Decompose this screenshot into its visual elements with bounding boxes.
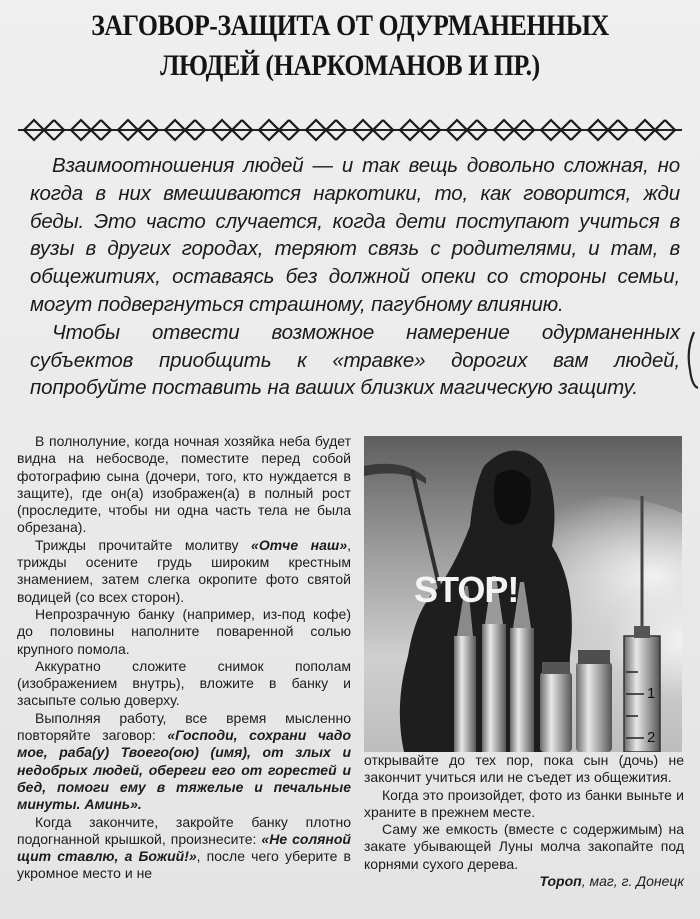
author-details: , маг, г. Донецк — [581, 873, 684, 890]
illustration-photo — [364, 436, 682, 752]
body-paragraph-6 — [17, 814, 351, 883]
lead-paragraphs — [30, 152, 680, 402]
margin-pen-mark — [684, 330, 700, 390]
p6-text: Когда закончите, закройте банку плотно подогнанной крышкой, произнесите: — [17, 813, 351, 847]
lead-paragraph-1: Взаимоотношения людей — и так вещь довольно сложная, но когда в них вмешиваются наркотики, то, как говорится, жди беды. Это часто случается, когда дети поступают учиться в вузы в других городах, теряют связь с родителями, и там, в общежитиях, оставаясь без должной опеки со стороны семьи, могут подвергнуться страшному, пагубному влиянию. — [30, 154, 680, 316]
title-line-2: ЛЮДЕЙ (НАРКОМАНОВ И ПР.) — [160, 49, 540, 82]
body-paragraph-2 — [17, 537, 351, 606]
right-column — [364, 752, 684, 890]
p2-text: Трижды прочитайте молитву — [35, 536, 252, 553]
lead-paragraph-2: Чтобы отвести возможное намерение одурманенных субъектов приобщить к «травке» дорогих вам людей, попробуйте поставить на ваших близких магическую защиту. — [30, 320, 680, 400]
syringe-mark-1: 1 — [647, 685, 656, 702]
body-paragraph-4: Аккуратно сложите снимок пополам (изображением внутрь), вложите в банку и засыпьте солью доверху. — [17, 657, 351, 709]
article-title — [66, 6, 634, 86]
body-paragraph-3: Непрозрачную банку (например, из-под кофе) до половины наполните поваренной солью крупного помола. — [17, 605, 351, 657]
p2-text-after: , трижды осените грудь широким крестным знамением, затем слегка окропите фото святой водицей (со всех сторон). — [17, 536, 351, 605]
author-signature — [364, 873, 684, 890]
p6-text-after: , после чего уберите в укромное место и не — [17, 848, 351, 882]
body-paragraph-9: Саму же емкость (вместе с содержимым) на закате убывающей Луны молча закопайте под корнями сухого дерева. — [364, 821, 684, 872]
title-line-1: ЗАГОВОР-ЗАЩИТА ОТ ОДУРМАНЕННЫХ — [91, 9, 609, 42]
ornament-divider — [18, 114, 682, 146]
body-paragraph-1: В полнолуние, когда ночная хозяйка неба будет видна на небосводе, поместите перед собой фотографию сына (дочери, того, кто нуждается в защите), где он(а) изображен(а) в полный рост (проследите, чтобы ни одна часть тела не была обрезана). — [17, 433, 351, 536]
body-paragraph-7: открывайте до тех пор, пока сын (дочь) не закончит учиться или не съедет из общежития. — [364, 752, 684, 786]
body-paragraph-8: Когда это произойдет, фото из банки выньте и храните в прежнем месте. — [364, 786, 684, 820]
body-paragraph-5 — [17, 710, 351, 814]
stop-label: STOP! — [414, 569, 519, 610]
prayer-name: «Отче наш» — [251, 536, 348, 553]
spell-text: «Господи, сохрани чадо мое, раба(у) Твоего(ою) (имя), от злых и недобрых людей, обереги его от горестей и бед, помоги ему в тяжелые и печальные минуты. Аминь». — [17, 727, 351, 813]
spell-phrase: «Не соляной щит ставлю, а Божий!» — [17, 830, 351, 865]
left-column — [17, 433, 351, 883]
syringe-mark-2: 2 — [647, 729, 656, 746]
author-name: Тороп — [539, 873, 582, 890]
p5-text: Выполняя работу, все время мысленно повторяйте заговор: — [17, 709, 351, 744]
